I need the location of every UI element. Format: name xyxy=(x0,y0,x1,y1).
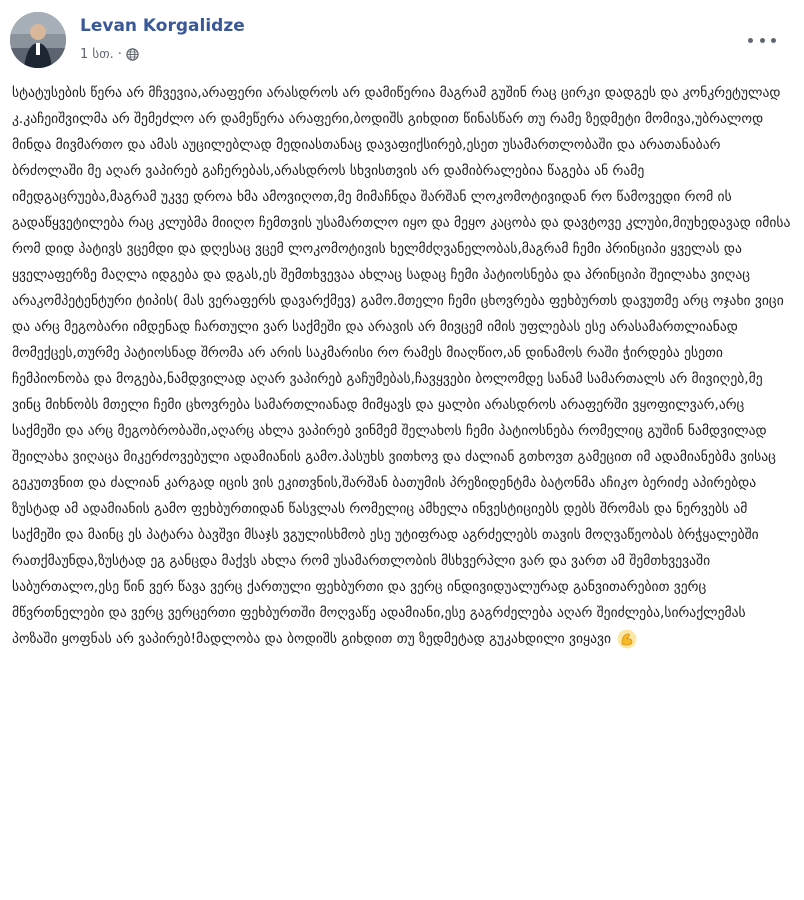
post-text: სტატუსების წერა არ მჩვევია,არაფერი არასდროს არ დამიწერია მაგრამ გუშინ რაც ცირკი დადგეს და კონკრეტულად კ.კაჩეიშვილმა არ შემეძლო არ დამეწერა არაფერი,ბოდიშს გიხდით წინასწარ თუ რამე ზედმეტი მომივა,უბრალოდ მინდა მივმართო და ამას აუცილებლად მედიასთანაც დავაფიქსირებ,ესეთ უსამართლობაში და არათანაბარ ბრძოლაში მე აღარ ვაპირებ გაჩერებას,არასდროს სხვისთვის არ დამიბრალებია წაგება ან რამე იმედგაცრუება,მაგრამ უკვე დროა ხმა ამოვიღოთ,მე მიმაჩნდა შარშან ლოკომოტივიდან რო წამოვედი რომ ის გადაწყვეტილება რაც კლუბმა მიიღო ჩემთვის უსამართლო იყო და მეყო კაცობა და დავტოვე კლუბი,მიუხედავად იმისა რომ დიდ პატივს ვცემდი და დღესაც ვცემ ლოკომოტივის ხელმძღვანელობას,მაგრამ ჩემი პრინციპი ყველას და ყველაფერზე მაღლა იდგება და დგას,ეს შემთხვევაა ახლაც სადაც ჩემი პატიოსნება და პრინციპი შეილახა ვიღაც არაკომპეტენტური ტიპის( მას ვერაფერს დავარქმევ) გამო.მთელი ჩემი ცხოვრება ფეხბურთს დავუთმე არც ოჯახი ვიცი და არც მეგობარი იმდენად ჩართული ვარ საქმეში და არავის არ მივცემ იმის უფლებას ესე არასამართლიანად მომექცეს,თურმე პატიოსნად შრომა არ არის საკმარისი რო რამეს მიაღწიო,ან დინამოს რაში ჭირდება ესეთი ჩემპიონობა და მოგება,ნამდვილად აღარ ვაპირებ გაჩუმებას,ჩავყვები ბოლომდე სანამ სამართალს არ მივიღებ,მე ვინც მიხნობს მთელი ჩემი ცხოვრება სამართლიანად მიმყავს და ყალბი არასდროს არაფერში ვყოფილვარ,არც საქმეში და არც მეგობრობაში,აღარც ახლა ვაპირებ ვინმემ შელახოს ჩემი პატიოსნება რომელიც გუშინ ნამდვილად შეილახა ვიღაცა მიკერძოვებული ადამიანის გამო.პასუხს ვითხოვ და ძალიან გთხოვთ გამეცით იმ ადამიანებმა ვისაც გეკუთვნით და ძალიან კარგად იცის ვის ეკითვნის,შარშან ბათუმის პრეზიდენტმა ბატონმა აჩიკო ბერიძე აპირებდა ზუსტად ამ ადამიანის გამო ფეხბურთიდან წასვლას რომელიც ამხელა ინვესტიციებს დებს შრომას და ნერვებს ამ საქმეში და მაინც ეს პატარა ბავშვი მსაჯს ვგულისხმობ ესე უტიფრად აგრძელებს თავის მოღვაწეობას ბრჭყალებში რათქმაუნდა,ზუსტად ეგ განცდა მაქვს ახლა რომ უსამართლობის მსხვერპლი ვარ და ვართ ამ შემთხვევაში საბურთალო,ესე წინ ვერ წავა ვერც ქართული ფეხბურთი და ვერც ინდივიდუალურად განვითარებით ვერც მწვრთნელები და ვერც ვერცერთი ფეხბურთში მოღვაწე ადამიანი,ესე გაგრძელება აღარ შეიძლება,სირაქლემას პოზაში ყოფნას არ ვაპირებ!მადლობა და ბოდიშს გიხდით თუ ზედმეტად გუკახდილი ვიყავი xyxy=(12,85,791,647)
post-timestamp[interactable]: 1 სთ. xyxy=(80,46,114,62)
muscle-emoji-icon xyxy=(617,629,637,649)
post-body xyxy=(12,80,792,652)
globe-icon[interactable] xyxy=(126,48,139,61)
meta-separator: · xyxy=(117,46,122,62)
post-header xyxy=(10,10,794,70)
more-options-icon[interactable] xyxy=(748,32,776,48)
avatar-image xyxy=(10,12,66,68)
author-avatar[interactable] xyxy=(10,12,66,68)
author-name-link[interactable]: Levan Korgalidze xyxy=(80,16,245,36)
post-meta xyxy=(80,45,139,63)
